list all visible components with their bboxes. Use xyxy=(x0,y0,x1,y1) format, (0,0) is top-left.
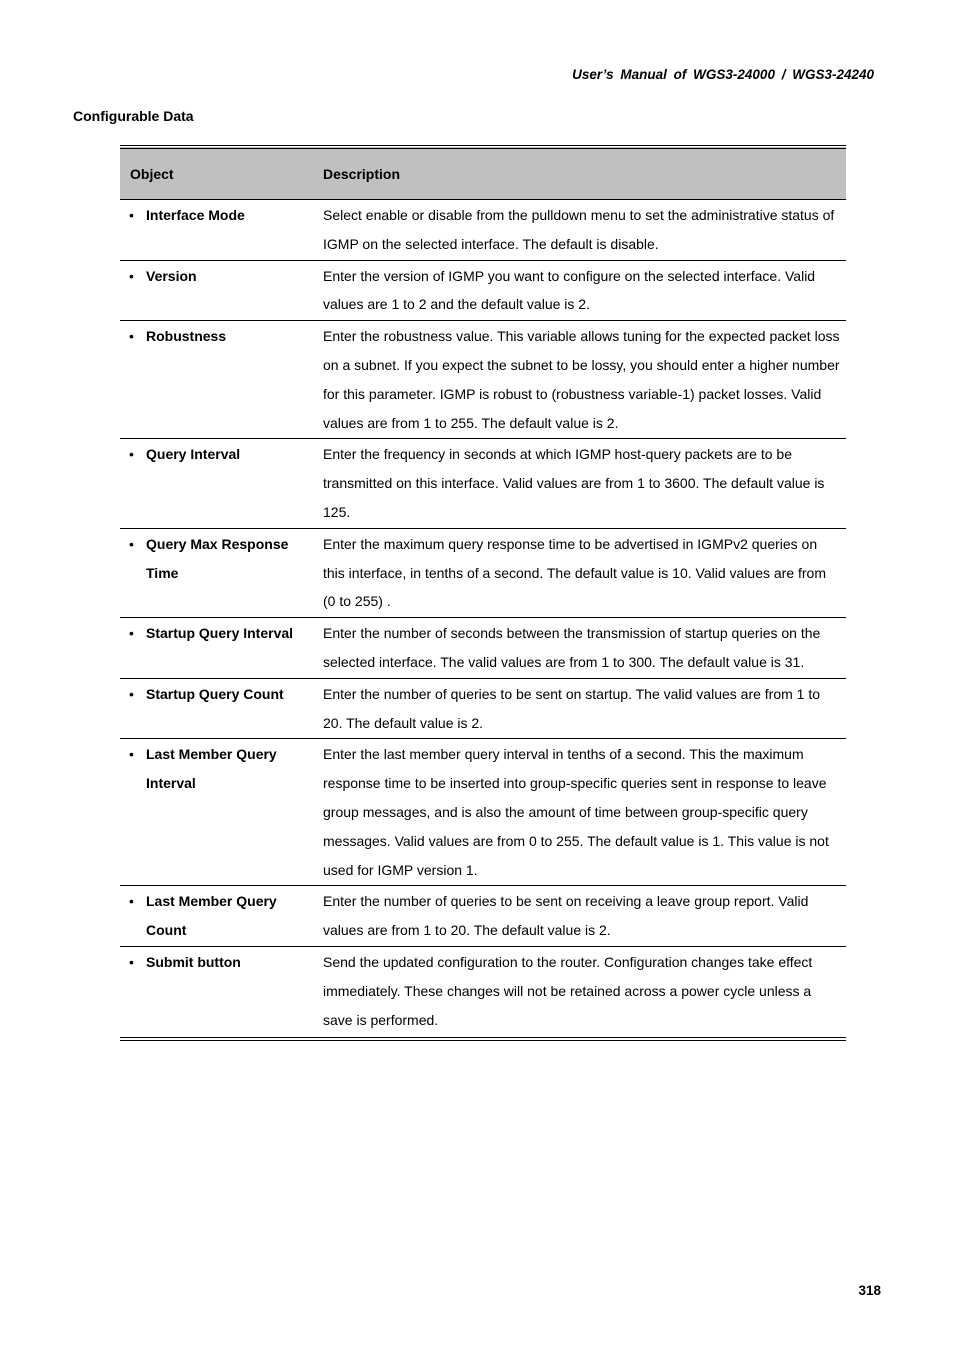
object-cell xyxy=(120,946,313,1039)
object-cell xyxy=(120,200,313,261)
object-cell xyxy=(120,439,313,528)
object-name: Startup Query Interval xyxy=(146,625,294,642)
bullet-icon: • xyxy=(129,535,134,552)
description-cell: Select enable or disable from the pulldown menu to set the administrative status of IGMP on the selected interface. The default is disable. xyxy=(313,200,846,261)
object-name: Last Member Query Count xyxy=(146,893,277,939)
bullet-icon: • xyxy=(129,685,134,702)
object-name: Query Interval xyxy=(146,446,241,463)
object-name: Startup Query Count xyxy=(146,685,284,702)
bullet-icon: • xyxy=(129,328,134,345)
object-name: Submit button xyxy=(146,953,241,970)
running-header: User’s Manual of WGS3-24000 / WGS3-24240 xyxy=(572,67,874,82)
table-body xyxy=(120,200,846,1040)
description-cell: Enter the version of IGMP you want to configure on the selected interface. Valid values are 1 to 2 and the default value is 2. xyxy=(313,260,846,321)
object-cell xyxy=(120,739,313,886)
bullet-icon: • xyxy=(129,267,134,284)
bullet-icon: • xyxy=(129,953,134,970)
object-name: Robustness xyxy=(146,328,227,345)
table-row xyxy=(120,200,846,261)
column-header-description: Description xyxy=(313,147,846,200)
table-row xyxy=(120,618,846,679)
object-cell xyxy=(120,528,313,617)
table-row xyxy=(120,886,846,947)
table-row xyxy=(120,260,846,321)
description-cell: Send the updated configuration to the router. Configuration changes take effect immediately. These changes will not be retained across a power cycle unless a save is performed. xyxy=(313,946,846,1039)
bullet-icon: • xyxy=(129,746,134,763)
object-name: Last Member Query Interval xyxy=(146,746,277,792)
description-cell: Enter the number of queries to be sent on startup. The valid values are from 1 to 20. The default value is 2. xyxy=(313,678,846,739)
configurable-data-table xyxy=(120,145,846,1041)
table-header-row xyxy=(120,147,846,200)
object-name: Interface Mode xyxy=(146,207,245,223)
description-cell: Enter the number of seconds between the transmission of startup queries on the selected interface. The valid values are from 1 to 300. The default value is 31. xyxy=(313,618,846,679)
table-row xyxy=(120,739,846,886)
object-name: Version xyxy=(146,267,197,284)
bullet-icon: • xyxy=(129,207,134,223)
table-row xyxy=(120,678,846,739)
description-cell: Enter the last member query interval in tenths of a second. This the maximum response time to be inserted into group-specific queries sent in response to leave group messages, and is also the amount of time between group-specific query messages. Valid values are from 0 to 255. The default value is 1. This value is not used for IGMP version 1. xyxy=(313,739,846,886)
object-cell xyxy=(120,321,313,439)
table-row xyxy=(120,439,846,528)
bullet-icon: • xyxy=(129,446,134,463)
description-cell: Enter the frequency in seconds at which IGMP host-query packets are to be transmitted on this interface. Valid values are from 1 to 3600. The default value is 125. xyxy=(313,439,846,528)
description-cell: Enter the maximum query response time to be advertised in IGMPv2 queries on this interface, in tenths of a second. The default value is 10. Valid values are from (0 to 255) . xyxy=(313,528,846,617)
bullet-icon: • xyxy=(129,893,134,910)
object-cell xyxy=(120,886,313,947)
description-cell: Enter the number of queries to be sent on receiving a leave group report. Valid values are from 1 to 20. The default value is 2. xyxy=(313,886,846,947)
bullet-icon: • xyxy=(129,625,134,642)
object-cell xyxy=(120,678,313,739)
section-title: Configurable Data xyxy=(73,108,194,124)
description-cell: Enter the robustness value. This variable allows tuning for the expected packet loss on a subnet. If you expect the subnet to be lossy, you should enter a higher number for this parameter. IGMP is robust to (robustness variable-1) packet losses. Valid values are from 1 to 255. The default value is 2. xyxy=(313,321,846,439)
table-row xyxy=(120,946,846,1039)
configurable-data-table-container xyxy=(120,145,846,1041)
table-row xyxy=(120,528,846,617)
column-header-object: Object xyxy=(120,147,313,200)
object-cell xyxy=(120,260,313,321)
object-name: Query Max Response Time xyxy=(146,535,289,581)
table-row xyxy=(120,321,846,439)
page-number: 318 xyxy=(858,1283,881,1298)
object-cell xyxy=(120,618,313,679)
